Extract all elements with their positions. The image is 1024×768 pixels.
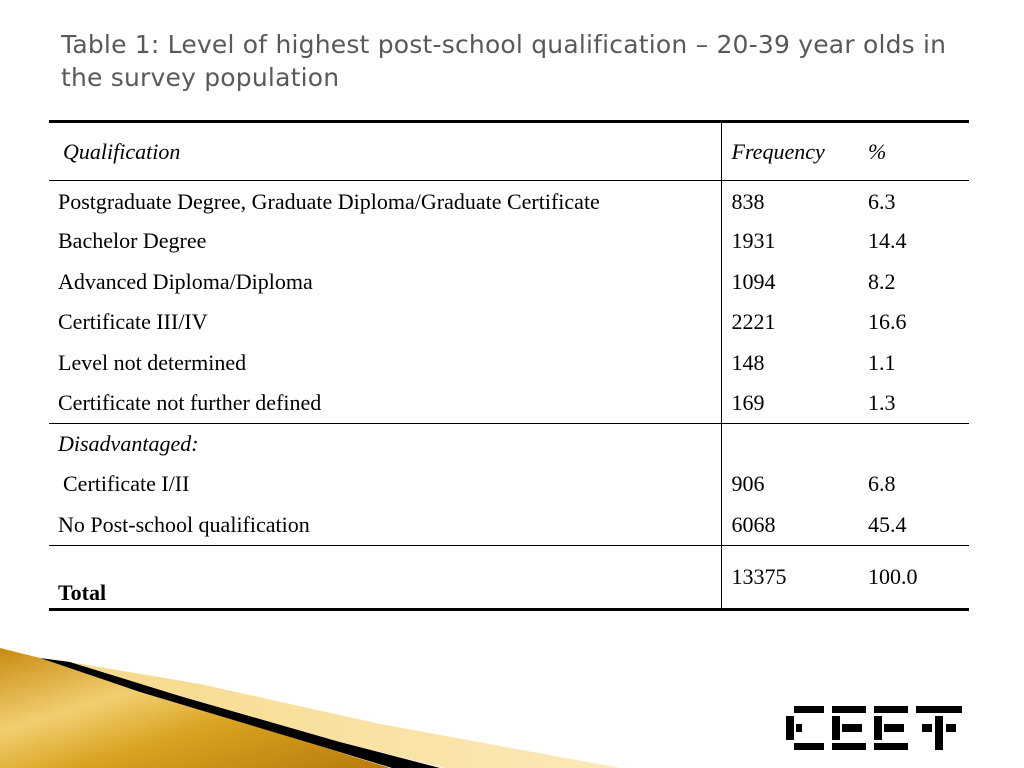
- row-frequency: 148: [721, 343, 858, 384]
- table-row: [49, 302, 969, 343]
- table-row: [49, 464, 969, 505]
- section-heading-row: [49, 424, 969, 465]
- total-label: Total: [49, 545, 721, 609]
- row-label: Postgraduate Degree, Graduate Diploma/Graduate Certificate: [58, 189, 600, 214]
- row-frequency: 1094: [721, 262, 858, 303]
- qualification-table: [49, 120, 969, 611]
- row-label: Certificate III/IV: [58, 309, 208, 335]
- ceet-logo: [786, 698, 966, 758]
- row-percent: 1.3: [858, 383, 969, 424]
- row-label: Bachelor Degree: [58, 228, 207, 254]
- header-percent: %: [858, 122, 969, 181]
- row-frequency: 838: [721, 181, 858, 222]
- row-frequency: 169: [721, 383, 858, 424]
- gold-swoosh-decoration: [0, 640, 620, 768]
- section-heading-disadvantaged: Disadvantaged:: [58, 431, 199, 456]
- table-row: [49, 262, 969, 303]
- row-label: Advanced Diploma/Diploma: [58, 268, 313, 294]
- row-frequency: 1931: [721, 221, 858, 262]
- row-label: Certificate I/II: [63, 471, 190, 497]
- row-frequency: 2221: [721, 302, 858, 343]
- table-row: [49, 181, 969, 222]
- row-percent: 14.4: [868, 228, 907, 254]
- header-qualification: Qualification: [49, 122, 721, 181]
- total-percent: 100.0: [858, 545, 969, 609]
- table-header-row: [49, 122, 969, 181]
- total-frequency: 13375: [721, 545, 858, 609]
- row-percent: 8.2: [868, 268, 896, 294]
- table-row: [49, 343, 969, 384]
- qualification-table-container: [49, 120, 969, 611]
- slide-title: Table 1: Level of highest post-school qualification – 20-39 year olds in the survey population: [61, 30, 947, 92]
- row-label: Certificate not further defined: [49, 383, 721, 424]
- row-frequency: 6068: [721, 505, 858, 546]
- empty-cell: [858, 424, 969, 465]
- row-percent: 6.8: [868, 471, 896, 497]
- row-frequency: 906: [721, 464, 858, 505]
- row-percent: 1.1: [868, 349, 896, 375]
- row-percent: 45.4: [868, 511, 907, 537]
- row-label: Level not determined: [58, 349, 247, 375]
- table-row: [49, 383, 969, 424]
- row-percent: 6.3: [868, 189, 896, 214]
- row-label: No Post-school qualification: [58, 511, 310, 537]
- table-row: [49, 221, 969, 262]
- row-percent: 16.6: [868, 309, 907, 335]
- total-row: [49, 545, 969, 609]
- empty-cell: [721, 424, 858, 465]
- table-row: [49, 505, 969, 546]
- header-frequency: Frequency: [721, 122, 858, 181]
